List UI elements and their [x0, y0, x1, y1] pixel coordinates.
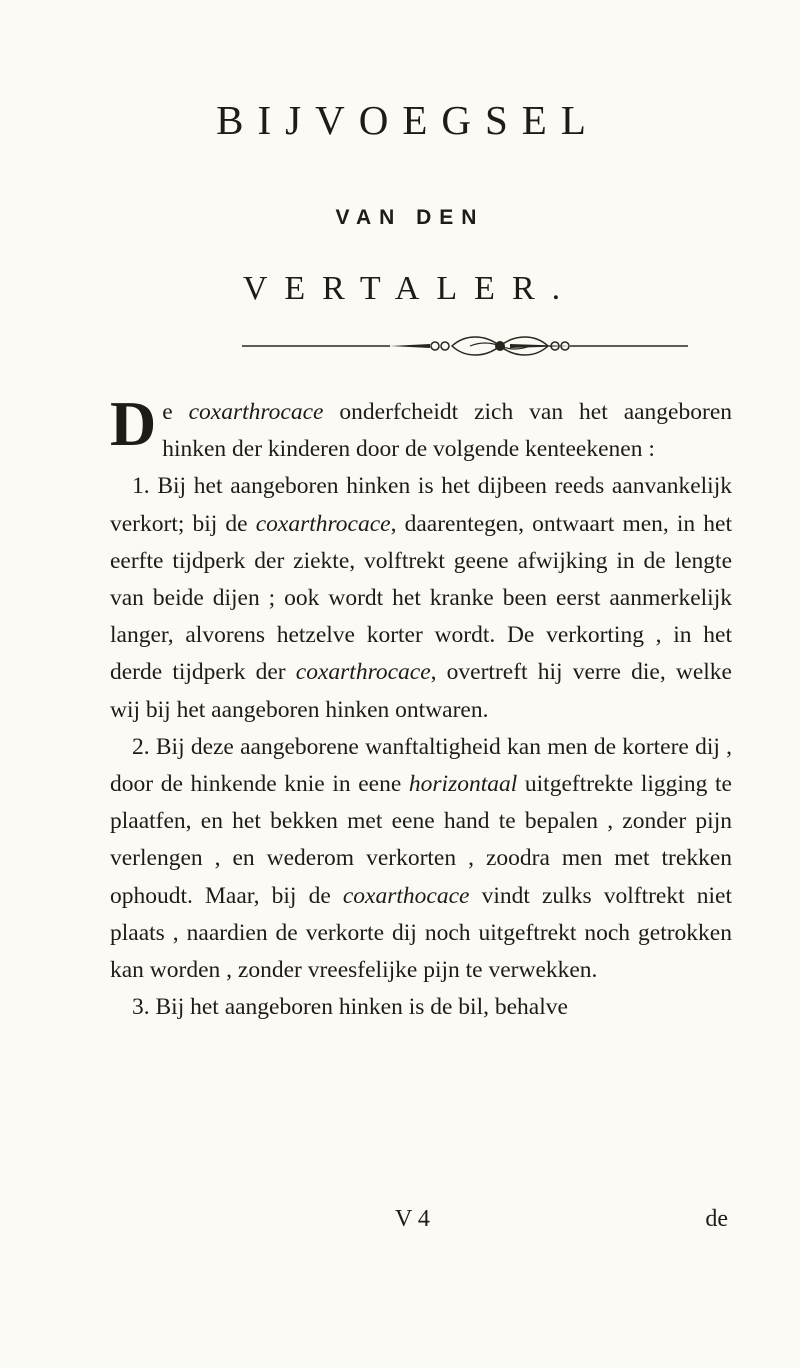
body-text — [110, 388, 733, 1026]
paragraph-3-number: 3. — [132, 994, 150, 1021]
page-footer — [110, 1206, 732, 1236]
paragraph-2-term-2: coxarthocace — [342, 882, 470, 909]
paragraph-1-text-c: , overtreft hij verre die, welke wij bij het aangeboren hinken ontwaren. — [110, 659, 732, 723]
page-subtitle: VAN DEN — [335, 206, 485, 229]
intro-paragraph — [110, 388, 732, 468]
paragraph-3 — [110, 989, 732, 1026]
paragraph-2-term-1: horizontaal — [408, 771, 518, 798]
paragraph-3-text-a: Bij het aangeboren hinken is de bil, behalve — [149, 994, 568, 1021]
drop-cap: D — [110, 388, 157, 459]
intro-term: coxarthrocace — [188, 399, 324, 425]
paragraph-1-number: 1. — [132, 473, 150, 500]
paragraph-2 — [110, 729, 732, 989]
intro-text-rest: onderfcheidt zich van het aangeboren hinken der kinderen door de volgende kenteekenen : — [162, 399, 732, 463]
signature-mark: V 4 — [395, 1206, 430, 1232]
paragraph-1-term-1: coxarthrocace — [255, 510, 391, 537]
paragraph-2-text-c: vindt zulks volftrekt niet plaats , naardien de verkorte dij noch uitgeftrekt noch getrokken kan worden , zonder vreesfelijke pijn te verwekken. — [110, 882, 732, 984]
page-title: BIJVOEGSEL — [216, 97, 600, 143]
paragraph-2-text-b: uitgeftrekte ligging te plaatfen, en het bekken met eene hand te bepalen , zonder pijn verlengen , en wederom verkorten , zoodra men met trekken ophoudt. Maar, bij de — [110, 771, 732, 909]
paragraph-2-number: 2. — [132, 733, 150, 760]
page-author-heading: VERTALER. — [242, 270, 578, 307]
paragraph-2-text-a: Bij deze aangeborene wanftaltigheid kan men de kortere dij , door de hinkende knie in eene — [110, 733, 732, 798]
ornamental-rule — [240, 334, 690, 358]
paragraph-1 — [110, 468, 732, 728]
paragraph-1-text-b: , daarentegen, ontwaart men, in het eerfte tijdperk der ziekte, volftrekt geene afwijking in de lengte van beide dijen ; ook wordt het kranke been eerst aanmerkelijk langer, alvorens hetzelve korter wordt. De verkorting , in het derde tijdperk der — [110, 510, 733, 686]
paragraph-1-text-a: Bij het aangeboren hinken is het dijbeen reeds aanvankelijk verkort; bij de — [110, 473, 732, 537]
catchword: de — [705, 1206, 728, 1232]
intro-text-start: e — [162, 399, 189, 425]
paragraph-1-term-2: coxarthrocace — [295, 659, 431, 686]
